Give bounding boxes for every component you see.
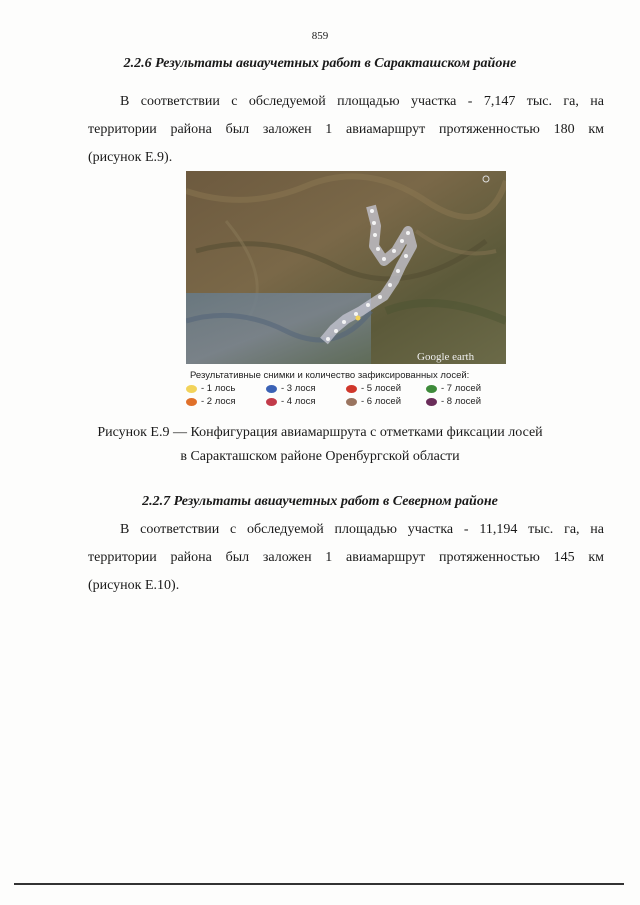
paragraph-line: (рисунок Е.10). xyxy=(88,578,180,593)
legend-item xyxy=(186,383,266,394)
map-legend xyxy=(186,370,516,407)
figure-caption-line2: в Саракташском районе Оренбургской области xyxy=(180,449,460,464)
legend-dot-icon xyxy=(426,398,437,406)
legend-dot-icon xyxy=(186,385,197,393)
figure-caption xyxy=(0,421,640,469)
legend-title: Результативные снимки и количество зафиксированных лосей: xyxy=(190,370,470,381)
legend-grid xyxy=(186,383,516,407)
legend-item xyxy=(266,396,346,407)
paragraph-line: территории района был заложен 1 авиамаршрут протяженностью 180 км xyxy=(88,122,604,137)
paragraph-line: В соответствии с обследуемой площадью участка - 11,194 тыс. га, на xyxy=(120,522,604,537)
legend-label: - 1 лось xyxy=(201,383,236,394)
legend-dot-icon xyxy=(266,398,277,406)
legend-dot-icon xyxy=(426,385,437,393)
legend-dot-icon xyxy=(346,385,357,393)
paragraph-severny xyxy=(88,516,604,600)
legend-label: - 5 лосей xyxy=(361,383,401,394)
paragraph-line: (рисунок Е.9). xyxy=(88,150,173,165)
page-number: 859 xyxy=(311,30,329,42)
legend-item xyxy=(266,383,346,394)
legend-dot-icon xyxy=(266,385,277,393)
legend-item xyxy=(426,396,506,407)
legend-item xyxy=(186,396,266,407)
paragraph-line: территории района был заложен 1 авиамаршрут протяженностью 145 км xyxy=(88,550,604,565)
legend-dot-icon xyxy=(186,398,197,406)
legend-dot-icon xyxy=(346,398,357,406)
legend-label: - 7 лосей xyxy=(441,383,481,394)
legend-label: - 2 лося xyxy=(201,396,236,407)
legend-label: - 3 лося xyxy=(281,383,316,394)
figure-caption-line1: Рисунок Е.9 — Конфигурация авиамаршрута с отметками фиксации лосей xyxy=(97,425,543,440)
paragraph-saraktash xyxy=(88,88,604,172)
legend-item xyxy=(426,383,506,394)
google-earth-watermark: Google earth xyxy=(417,351,475,363)
paragraph-line: В соответствии с обследуемой площадью участка - 7,147 тыс. га, на xyxy=(120,94,604,109)
legend-label: - 6 лосей xyxy=(361,396,401,407)
legend-item xyxy=(346,396,426,407)
legend-label: - 4 лося xyxy=(281,396,316,407)
section-heading-saraktash: 2.2.6 Результаты авиаучетных работ в Саракташском районе xyxy=(123,56,517,71)
section-heading-severny: 2.2.7 Результаты авиаучетных работ в Северном районе xyxy=(142,494,498,509)
bottom-rule xyxy=(14,883,624,885)
legend-label: - 8 лосей xyxy=(441,396,481,407)
legend-item xyxy=(346,383,426,394)
route-map-image xyxy=(186,171,506,364)
